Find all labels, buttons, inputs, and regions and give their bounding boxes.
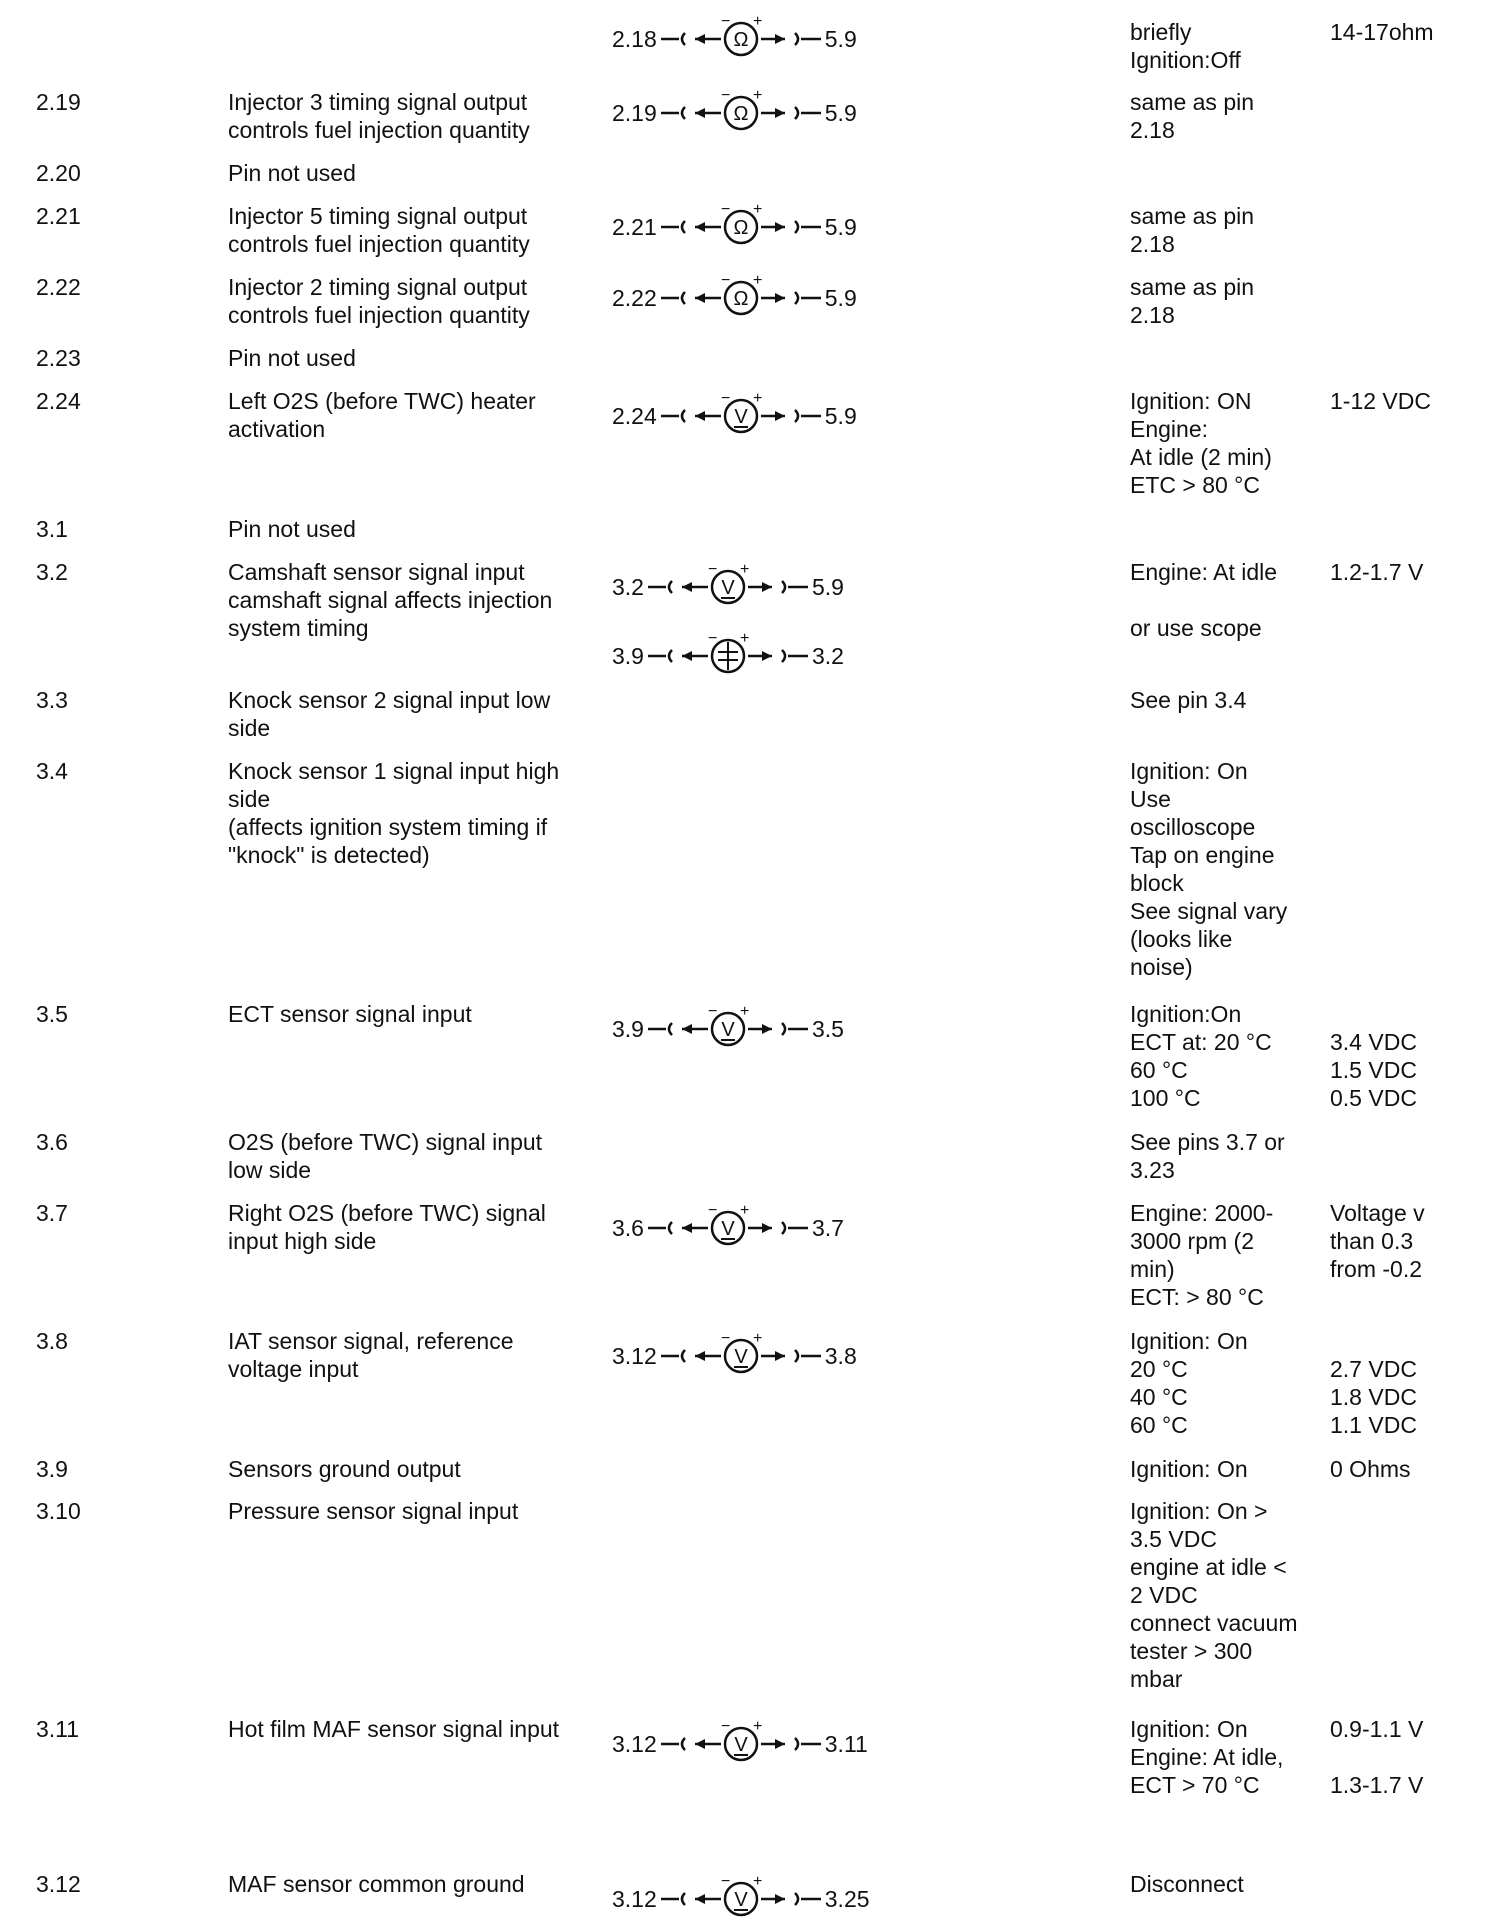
meter-to-pin: 5.9 xyxy=(824,100,857,126)
value-line: than 0.3 xyxy=(1330,1228,1414,1254)
description-line: Right O2S (before TWC) signal xyxy=(228,1200,546,1226)
pin-number: 3.9 xyxy=(36,1456,68,1482)
value-line: 1.1 VDC xyxy=(1330,1412,1417,1438)
meter-diagram xyxy=(612,273,857,323)
condition-line: Ignition: On > xyxy=(1130,1498,1268,1524)
connector-left-icon xyxy=(682,107,685,119)
arrow-right-icon xyxy=(775,411,785,421)
value-line: 1.3-1.7 V xyxy=(1330,1772,1424,1798)
minus-sign-icon: − xyxy=(720,391,731,407)
meter-diagram xyxy=(612,1874,870,1924)
plus-sign-icon: + xyxy=(752,14,763,30)
meter-symbol-icon xyxy=(661,1874,821,1924)
meter-to-pin: 5.9 xyxy=(811,574,844,600)
meter-from-pin: 3.12 xyxy=(612,1731,657,1757)
nominal-value xyxy=(1330,1000,1504,1112)
value-line: 14-17ohm xyxy=(1330,19,1434,45)
connector-right-icon xyxy=(795,221,798,233)
arrow-left-icon xyxy=(695,108,705,118)
description-line: voltage input xyxy=(228,1356,359,1382)
condition-line: 20 °C xyxy=(1130,1356,1188,1382)
arrow-right-icon xyxy=(762,1223,772,1233)
condition-line: oscilloscope xyxy=(1130,814,1256,840)
ohm-icon: Ω xyxy=(733,288,749,310)
description-line: "knock" is detected) xyxy=(228,842,430,868)
connector-left-icon xyxy=(682,292,685,304)
connector-right-icon xyxy=(795,1738,798,1750)
minus-sign-icon: − xyxy=(707,562,718,578)
condition-line: same as pin xyxy=(1130,89,1255,115)
condition-line: Engine: xyxy=(1130,416,1209,442)
connector-right-icon xyxy=(795,107,798,119)
meter-symbol-icon xyxy=(661,88,821,138)
pin-description xyxy=(228,1715,598,1743)
condition-line: See pins 3.7 or xyxy=(1130,1129,1285,1155)
pin-description xyxy=(228,344,598,372)
description-line: IAT sensor signal, reference xyxy=(228,1328,514,1354)
ohm-icon: Ω xyxy=(733,217,749,239)
volt-icon: V xyxy=(734,1734,748,1756)
plus-sign-icon: + xyxy=(752,1874,763,1890)
meter-from-pin: 2.22 xyxy=(612,285,657,311)
ohm-icon: Ω xyxy=(733,29,749,51)
pin-description xyxy=(228,202,598,258)
meter-symbol-icon xyxy=(661,1719,821,1769)
arrow-left-icon xyxy=(695,1351,705,1361)
description-line: camshaft signal affects injection xyxy=(228,587,553,613)
condition-line: 2.18 xyxy=(1130,231,1175,257)
arrow-left-icon xyxy=(682,651,692,661)
description-line: ECT sensor signal input xyxy=(228,1001,472,1027)
pin-number: 3.8 xyxy=(36,1328,68,1354)
arrow-right-icon xyxy=(775,1739,785,1749)
pin-number: 3.4 xyxy=(36,758,68,784)
pin-description xyxy=(228,558,598,642)
description-line: side xyxy=(228,715,271,741)
description-line: Injector 2 timing signal output xyxy=(228,274,528,300)
minus-sign-icon: − xyxy=(720,88,731,104)
plus-sign-icon: + xyxy=(752,391,763,407)
plus-sign-icon: + xyxy=(739,631,750,647)
condition-line: connect vacuum xyxy=(1130,1610,1298,1636)
connector-right-icon xyxy=(795,1893,798,1905)
value-line: 1.5 VDC xyxy=(1330,1057,1417,1083)
meter-symbol-icon xyxy=(648,562,808,612)
value-line: 0 Ohms xyxy=(1330,1456,1411,1482)
condition-line: 3.23 xyxy=(1130,1157,1175,1183)
volt-icon: V xyxy=(734,406,748,428)
scope-icon xyxy=(718,642,738,670)
meter-from-pin: 3.12 xyxy=(612,1343,657,1369)
description-line: Injector 3 timing signal output xyxy=(228,89,528,115)
condition-line: mbar xyxy=(1130,1666,1183,1692)
condition-line: 3000 rpm (2 xyxy=(1130,1228,1255,1254)
pin-number: 3.5 xyxy=(36,1001,68,1027)
meter-symbol-icon xyxy=(648,1004,808,1054)
condition-line: noise) xyxy=(1130,954,1193,980)
connector-left-icon xyxy=(682,1350,685,1362)
pin-description xyxy=(228,515,598,543)
description-line: controls fuel injection quantity xyxy=(228,117,530,143)
connector-left-icon xyxy=(682,1893,685,1905)
meter-to-pin: 5.9 xyxy=(824,403,857,429)
arrow-right-icon xyxy=(775,108,785,118)
arrow-right-icon xyxy=(775,1351,785,1361)
minus-sign-icon: − xyxy=(720,1874,731,1890)
test-conditions xyxy=(1130,18,1330,74)
description-line: controls fuel injection quantity xyxy=(228,302,530,328)
meter-symbol-icon xyxy=(661,1331,821,1381)
meter-symbol-icon xyxy=(661,391,821,441)
test-conditions xyxy=(1130,1327,1330,1439)
pin-number: 3.3 xyxy=(36,687,68,713)
value-line: 0.5 VDC xyxy=(1330,1085,1417,1111)
condition-line: or use scope xyxy=(1130,615,1262,641)
description-line: low side xyxy=(228,1157,312,1183)
meter-to-pin: 3.25 xyxy=(824,1886,870,1912)
minus-sign-icon: − xyxy=(720,1719,731,1735)
test-conditions xyxy=(1130,273,1330,329)
description-line: Knock sensor 2 signal input low xyxy=(228,687,551,713)
pin-number: 2.20 xyxy=(36,160,81,186)
description-line: activation xyxy=(228,416,326,442)
condition-line: Disconnect xyxy=(1130,1871,1244,1897)
condition-line: Ignition: On xyxy=(1130,1716,1248,1742)
arrow-left-icon xyxy=(682,1024,692,1034)
minus-sign-icon: − xyxy=(720,1331,731,1347)
arrow-right-icon xyxy=(775,34,785,44)
minus-sign-icon: − xyxy=(720,202,731,218)
test-conditions xyxy=(1130,1715,1330,1799)
test-conditions xyxy=(1130,686,1330,714)
condition-line: 2.18 xyxy=(1130,117,1175,143)
meter-diagram xyxy=(612,391,857,441)
condition-line: Ignition: On xyxy=(1130,1456,1248,1482)
connector-right-icon xyxy=(782,1222,785,1234)
nominal-value xyxy=(1330,1715,1504,1799)
condition-line: same as pin xyxy=(1130,274,1255,300)
arrow-left-icon xyxy=(695,1894,705,1904)
arrow-right-icon xyxy=(775,222,785,232)
condition-line: Engine: At idle xyxy=(1130,559,1278,585)
connector-left-icon xyxy=(669,1222,672,1234)
meter-to-pin: 3.11 xyxy=(824,1731,868,1757)
pin-description xyxy=(228,387,598,443)
condition-line: Ignition:Off xyxy=(1130,47,1241,73)
pin-description xyxy=(228,1497,598,1525)
condition-line: briefly xyxy=(1130,19,1192,45)
meter-diagram xyxy=(612,1719,868,1769)
condition-line: 2.18 xyxy=(1130,302,1175,328)
nominal-value xyxy=(1330,18,1504,46)
volt-icon: V xyxy=(721,1218,735,1240)
nominal-value xyxy=(1330,1455,1504,1483)
minus-sign-icon: − xyxy=(707,1004,718,1020)
description-line: controls fuel injection quantity xyxy=(228,231,530,257)
description-line: MAF sensor common ground xyxy=(228,1871,525,1897)
description-line: Sensors ground output xyxy=(228,1456,461,1482)
volt-icon: V xyxy=(721,577,735,599)
minus-sign-icon: − xyxy=(720,14,731,30)
meter-symbol-icon xyxy=(661,14,821,64)
pin-number: 3.1 xyxy=(36,516,68,542)
condition-line: Use xyxy=(1130,786,1171,812)
pin-description xyxy=(228,686,598,742)
connector-left-icon xyxy=(682,1738,685,1750)
plus-sign-icon: + xyxy=(752,202,763,218)
meter-from-pin: 2.18 xyxy=(612,26,657,52)
test-conditions xyxy=(1130,558,1330,642)
connector-right-icon xyxy=(795,292,798,304)
condition-line: min) xyxy=(1130,1256,1175,1282)
condition-line: Ignition:On xyxy=(1130,1001,1242,1027)
value-line: 2.7 VDC xyxy=(1330,1356,1417,1382)
condition-line: Engine: 2000- xyxy=(1130,1200,1274,1226)
value-line xyxy=(1330,1327,1504,1355)
meter-diagram xyxy=(612,88,857,138)
meter-from-pin: 2.21 xyxy=(612,214,657,240)
meter-symbol-icon xyxy=(661,202,821,252)
volt-icon: V xyxy=(734,1889,748,1911)
condition-line: block xyxy=(1130,870,1184,896)
connector-left-icon xyxy=(669,1023,672,1035)
meter-to-pin: 3.7 xyxy=(811,1215,844,1241)
description-line: system timing xyxy=(228,615,369,641)
connector-right-icon xyxy=(795,33,798,45)
arrow-right-icon xyxy=(775,293,785,303)
meter-from-pin: 3.9 xyxy=(612,1016,644,1042)
meter-diagram xyxy=(612,14,857,64)
test-conditions xyxy=(1130,1000,1330,1112)
connector-right-icon xyxy=(795,1350,798,1362)
pin-description xyxy=(228,1327,598,1383)
plus-sign-icon: + xyxy=(739,562,750,578)
meter-symbol-icon xyxy=(648,631,808,681)
description-line: Left O2S (before TWC) heater xyxy=(228,388,536,414)
pin-description xyxy=(228,1000,598,1028)
test-conditions xyxy=(1130,1455,1330,1483)
meter-to-pin: 3.8 xyxy=(824,1343,857,1369)
description-line: Camshaft sensor signal input xyxy=(228,559,525,585)
condition-line: 40 °C xyxy=(1130,1384,1188,1410)
description-line: (affects ignition system timing if xyxy=(228,814,548,840)
meter-to-pin: 5.9 xyxy=(824,214,857,240)
description-line: Pin not used xyxy=(228,516,356,542)
volt-icon: V xyxy=(721,1019,735,1041)
arrow-left-icon xyxy=(682,1223,692,1233)
condition-line: At idle (2 min) xyxy=(1130,444,1272,470)
condition-line: 60 °C xyxy=(1130,1057,1188,1083)
pin-number: 3.6 xyxy=(36,1129,68,1155)
minus-sign-icon: − xyxy=(707,631,718,647)
minus-sign-icon: − xyxy=(707,1203,718,1219)
condition-line: Ignition: On xyxy=(1130,1328,1248,1354)
condition-line: (looks like xyxy=(1130,926,1233,952)
test-conditions xyxy=(1130,1199,1330,1311)
meter-to-pin: 3.2 xyxy=(811,643,844,669)
description-line: side xyxy=(228,786,271,812)
plus-sign-icon: + xyxy=(752,273,763,289)
connector-right-icon xyxy=(795,410,798,422)
test-conditions xyxy=(1130,1128,1330,1184)
condition-line: engine at idle < xyxy=(1130,1554,1287,1580)
pin-number: 2.24 xyxy=(36,388,81,414)
description-line: Pressure sensor signal input xyxy=(228,1498,519,1524)
value-line: from -0.2 xyxy=(1330,1256,1423,1282)
nominal-value xyxy=(1330,1327,1504,1439)
pin-number: 3.11 xyxy=(36,1716,80,1742)
pin-number: 2.21 xyxy=(36,203,81,229)
connector-left-icon xyxy=(669,581,672,593)
connector-left-icon xyxy=(682,33,685,45)
condition-line: See signal vary xyxy=(1130,898,1288,924)
pin-number: 2.19 xyxy=(36,89,81,115)
test-conditions xyxy=(1130,387,1330,499)
condition-line: Ignition: ON xyxy=(1130,388,1252,414)
condition-line: 60 °C xyxy=(1130,1412,1188,1438)
description-line: Injector 5 timing signal output xyxy=(228,203,528,229)
nominal-value xyxy=(1330,1199,1504,1283)
nominal-value xyxy=(1330,558,1504,586)
test-conditions xyxy=(1130,88,1330,144)
meter-from-pin: 3.6 xyxy=(612,1215,644,1241)
meter-from-pin: 3.9 xyxy=(612,643,644,669)
pin-description xyxy=(228,1199,598,1255)
test-conditions xyxy=(1130,202,1330,258)
condition-line: 3.5 VDC xyxy=(1130,1526,1217,1552)
condition-line: ECT: > 80 °C xyxy=(1130,1284,1264,1310)
arrow-left-icon xyxy=(695,222,705,232)
pin-number: 2.22 xyxy=(36,274,81,300)
value-line: 3.4 VDC xyxy=(1330,1029,1417,1055)
condition-line: See pin 3.4 xyxy=(1130,687,1247,713)
meter-symbol-icon xyxy=(648,1203,808,1253)
test-conditions xyxy=(1130,1497,1330,1693)
meter-to-pin: 5.9 xyxy=(824,26,857,52)
pin-number: 2.23 xyxy=(36,345,81,371)
value-line: 1.2-1.7 V xyxy=(1330,559,1424,585)
meter-diagram xyxy=(612,1004,844,1054)
condition-line: tester > 300 xyxy=(1130,1638,1253,1664)
connector-left-icon xyxy=(669,650,672,662)
value-line: Voltage v xyxy=(1330,1200,1425,1226)
pin-description xyxy=(228,757,598,869)
connector-right-icon xyxy=(782,581,785,593)
plus-sign-icon: + xyxy=(752,1719,763,1735)
value-line xyxy=(1330,1743,1504,1771)
condition-line: Tap on engine xyxy=(1130,842,1275,868)
minus-sign-icon: − xyxy=(720,273,731,289)
pin-number: 3.10 xyxy=(36,1498,81,1524)
value-line: 0.9-1.1 V xyxy=(1330,1716,1424,1742)
condition-line xyxy=(1130,586,1330,614)
pin-description xyxy=(228,159,598,187)
value-line: 1.8 VDC xyxy=(1330,1384,1417,1410)
meter-to-pin: 3.5 xyxy=(811,1016,844,1042)
description-line: Hot film MAF sensor signal input xyxy=(228,1716,560,1742)
arrow-left-icon xyxy=(695,34,705,44)
pin-number: 3.2 xyxy=(36,559,68,585)
arrow-right-icon xyxy=(775,1894,785,1904)
plus-sign-icon: + xyxy=(752,88,763,104)
nominal-value xyxy=(1330,387,1504,415)
meter-from-pin: 3.12 xyxy=(612,1886,657,1912)
meter-diagram xyxy=(612,1203,844,1253)
volt-icon: V xyxy=(734,1346,748,1368)
pin-description xyxy=(228,88,598,144)
meter-symbol-icon xyxy=(661,273,821,323)
condition-line: Ignition: On xyxy=(1130,758,1248,784)
value-line: 1-12 VDC xyxy=(1330,388,1431,414)
ohm-icon: Ω xyxy=(733,103,749,125)
arrow-right-icon xyxy=(762,651,772,661)
description-line: Knock sensor 1 signal input high xyxy=(228,758,560,784)
arrow-left-icon xyxy=(682,582,692,592)
description-line: input high side xyxy=(228,1228,377,1254)
description-line: O2S (before TWC) signal input xyxy=(228,1129,543,1155)
value-line xyxy=(1330,1000,1504,1028)
meter-diagram xyxy=(612,1331,857,1381)
arrow-left-icon xyxy=(695,411,705,421)
pin-description xyxy=(228,1128,598,1184)
meter-from-pin: 2.19 xyxy=(612,100,657,126)
meter-from-pin: 3.2 xyxy=(612,574,644,600)
pin-description xyxy=(228,273,598,329)
condition-line: ECT at: 20 °C xyxy=(1130,1029,1272,1055)
condition-line: Engine: At idle, xyxy=(1130,1744,1284,1770)
meter-diagram xyxy=(612,202,857,252)
plus-sign-icon: + xyxy=(739,1203,750,1219)
meter-diagram xyxy=(612,631,844,681)
condition-line: ETC > 80 °C xyxy=(1130,472,1260,498)
plus-sign-icon: + xyxy=(752,1331,763,1347)
connector-right-icon xyxy=(782,650,785,662)
meter-diagram xyxy=(612,562,844,612)
pin-description xyxy=(228,1455,598,1483)
test-conditions xyxy=(1130,757,1330,981)
condition-line: 2 VDC xyxy=(1130,1582,1198,1608)
description-line: Pin not used xyxy=(228,345,356,371)
condition-line: 100 °C xyxy=(1130,1085,1201,1111)
connector-left-icon xyxy=(682,410,685,422)
connector-left-icon xyxy=(682,221,685,233)
meter-to-pin: 5.9 xyxy=(824,285,857,311)
arrow-left-icon xyxy=(695,293,705,303)
condition-line: same as pin xyxy=(1130,203,1255,229)
description-line: Pin not used xyxy=(228,160,356,186)
plus-sign-icon: + xyxy=(739,1004,750,1020)
arrow-left-icon xyxy=(695,1739,705,1749)
pin-number: 3.12 xyxy=(36,1871,81,1897)
meter-from-pin: 2.24 xyxy=(612,403,657,429)
pin-number: 3.7 xyxy=(36,1200,68,1226)
arrow-right-icon xyxy=(762,582,772,592)
arrow-right-icon xyxy=(762,1024,772,1034)
connector-right-icon xyxy=(782,1023,785,1035)
condition-line: ECT > 70 °C xyxy=(1130,1772,1260,1798)
